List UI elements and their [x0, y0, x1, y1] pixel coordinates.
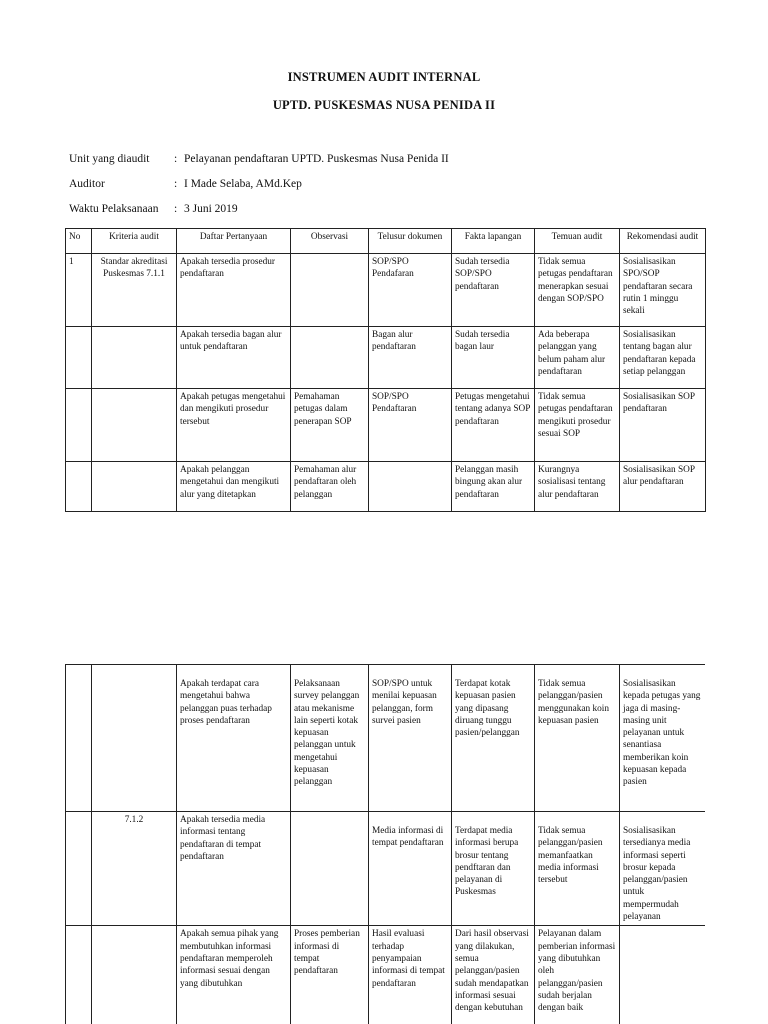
meta-label: Unit yang diaudit — [69, 153, 150, 165]
cell-observasi — [291, 812, 369, 926]
cell-temuan: Pelayanan dalam pemberian informasi yang dibutuhkan oleh pelanggan/pasien sudah berjalan dengan baik — [535, 926, 620, 1024]
cell-temuan: Tidak semua pelanggan/pasien menggunakan koin kepuasan pasien — [535, 665, 620, 812]
cell-fakta: Sudah tersedia bagan laur — [452, 327, 535, 389]
cell-telusur: SOP/SPO Pendafaran — [369, 254, 452, 327]
cell-fakta: Dari hasil observasi yang dilakukan, semua pelanggan/pasien sudah mendapatkan informasi sesuai dengan kebutuhan — [452, 926, 535, 1024]
cell-kriteria — [92, 462, 177, 512]
cell-telusur — [369, 462, 452, 512]
cell-fakta: Terdapat kotak kepuasan pasien yang dipasang diruang tunggu pasien/pelanggan — [452, 665, 535, 812]
meta-label: Waktu Pelaksanaan — [69, 203, 159, 215]
cell-observasi: Pelaksanaan survey pelanggan atau mekanisme lain seperti kotak kepuasan pelanggan untuk mengetahui kepuasan pelanggan — [291, 665, 369, 812]
cell-no — [66, 665, 92, 812]
table-row — [66, 926, 706, 1024]
header-observasi: Observasi — [291, 229, 369, 254]
cell-rekomendasi: Sosialisasikan tentang bagan alur pendaftaran kepada setiap pelanggan — [620, 327, 706, 389]
cell-rekomendasi: Sosialisasikan SOP alur pendaftaran — [620, 462, 706, 512]
cell-rekomendasi: Sosialisasikan SOP pendaftaran — [620, 389, 706, 462]
table-row — [66, 389, 706, 462]
meta-separator: : — [174, 178, 178, 190]
table-row — [66, 327, 706, 389]
header-pertanyaan: Daftar Pertanyaan — [177, 229, 291, 254]
cell-no — [66, 327, 92, 389]
cell-temuan: Kurangnya sosialisasi tentang alur pendaftaran — [535, 462, 620, 512]
cell-telusur: Bagan alur pendaftaran — [369, 327, 452, 389]
cell-temuan: Tidak semua petugas pendaftaran menerapkan sesuai dengan SOP/SPO — [535, 254, 620, 327]
cell-temuan: Tidak semua pelanggan/pasien memanfaatkan media informasi tersebut — [535, 812, 620, 926]
meta-value: 3 Juni 2019 — [184, 203, 238, 215]
cell-kriteria: 7.1.2 — [92, 812, 177, 926]
cell-observasi: Proses pemberian informasi di tempat pendaftaran — [291, 926, 369, 1024]
cell-no — [66, 462, 92, 512]
cell-fakta: Pelanggan masih bingung akan alur pendaftaran — [452, 462, 535, 512]
cell-pertanyaan: Apakah semua pihak yang membutuhkan informasi pendaftaran memperoleh informasi sesuai dengan yang dibutuhkan — [177, 926, 291, 1024]
cell-rekomendasi — [620, 926, 706, 1024]
cell-pertanyaan: Apakah tersedia prosedur pendaftaran — [177, 254, 291, 327]
cell-kriteria — [92, 665, 177, 812]
cell-observasi: Pemahaman petugas dalam penerapan SOP — [291, 389, 369, 462]
cell-no — [66, 926, 92, 1024]
cell-pertanyaan: Apakah petugas mengetahui dan mengikuti prosedur tersebut — [177, 389, 291, 462]
meta-value: I Made Selaba, AMd.Kep — [184, 178, 302, 190]
cell-observasi — [291, 327, 369, 389]
cell-observasi — [291, 254, 369, 327]
cell-kriteria — [92, 327, 177, 389]
audit-table-page2 — [65, 664, 705, 1024]
header-fakta: Fakta lapangan — [452, 229, 535, 254]
cell-fakta: Sudah tersedia SOP/SPO pendaftaran — [452, 254, 535, 327]
cell-telusur: Media informasi di tempat pendaftaran — [369, 812, 452, 926]
cell-pertanyaan: Apakah terdapat cara mengetahui bahwa pelanggan puas terhadap proses pendaftaran — [177, 665, 291, 812]
cell-fakta: Petugas mengetahui tentang adanya SOP pendaftaran — [452, 389, 535, 462]
cell-no — [66, 389, 92, 462]
cell-kriteria — [92, 926, 177, 1024]
header-temuan: Temuan audit — [535, 229, 620, 254]
cell-pertanyaan: Apakah tersedia bagan alur untuk pendaftaran — [177, 327, 291, 389]
table-header-row — [66, 229, 706, 254]
cell-kriteria — [92, 389, 177, 462]
meta-value: Pelayanan pendaftaran UPTD. Puskesmas Nusa Penida II — [184, 153, 449, 165]
page-2-region — [65, 664, 705, 1024]
audit-table-page1 — [65, 228, 706, 512]
meta-separator: : — [174, 153, 178, 165]
table-row — [66, 665, 706, 812]
cell-no: 1 — [66, 254, 92, 327]
header-rekomendasi: Rekomendasi audit — [620, 229, 706, 254]
document-title: INSTRUMEN AUDIT INTERNAL — [287, 70, 481, 84]
cell-telusur: SOP/SPO Pendaftaran — [369, 389, 452, 462]
cell-kriteria: Standar akreditasi Puskesmas 7.1.1 — [92, 254, 177, 327]
cell-rekomendasi: Sosialisasikan SPO/SOP pendaftaran secara rutin 1 minggu sekali — [620, 254, 706, 327]
header-telusur: Telusur dokumen — [369, 229, 452, 254]
cell-rekomendasi: Sosialisasikan kepada petugas yang jaga di masing-masing unit pelayanan untuk senantiasa memberikan koin kepuasan kepada pasien — [620, 665, 706, 812]
meta-label: Auditor — [69, 178, 105, 190]
cell-telusur: SOP/SPO untuk menilai kepuasan pelanggan, form survei pasien — [369, 665, 452, 812]
meta-separator: : — [174, 203, 178, 215]
cell-observasi: Pemahaman alur pendaftaran oleh pelanggan — [291, 462, 369, 512]
header-kriteria: Kriteria audit — [92, 229, 177, 254]
document-subtitle: UPTD. PUSKESMAS NUSA PENIDA II — [272, 98, 496, 112]
table-row — [66, 462, 706, 512]
cell-pertanyaan: Apakah tersedia media informasi tentang pendaftaran di tempat pendaftaran — [177, 812, 291, 926]
cell-rekomendasi: Sosialisasikan tersedianya media informasi seperti brosur kepada pelanggan/pasien untuk mempermudah pelayanan — [620, 812, 706, 926]
cell-telusur: Hasil evaluasi terhadap penyampaian informasi di tempat pendaftaran — [369, 926, 452, 1024]
cell-no — [66, 812, 92, 926]
table-row — [66, 812, 706, 926]
cell-temuan: Ada beberapa pelanggan yang belum paham alur pendaftaran — [535, 327, 620, 389]
cell-fakta: Terdapat media informasi berupa brosur tentang pendftaran dan pelayanan di Puskesmas — [452, 812, 535, 926]
header-no: No — [66, 229, 92, 254]
cell-pertanyaan: Apakah pelanggan mengetahui dan mengikuti alur yang ditetapkan — [177, 462, 291, 512]
table-row — [66, 254, 706, 327]
cell-temuan: Tidak semua petugas pendaftaran mengikuti prosedur sesuai SOP — [535, 389, 620, 462]
